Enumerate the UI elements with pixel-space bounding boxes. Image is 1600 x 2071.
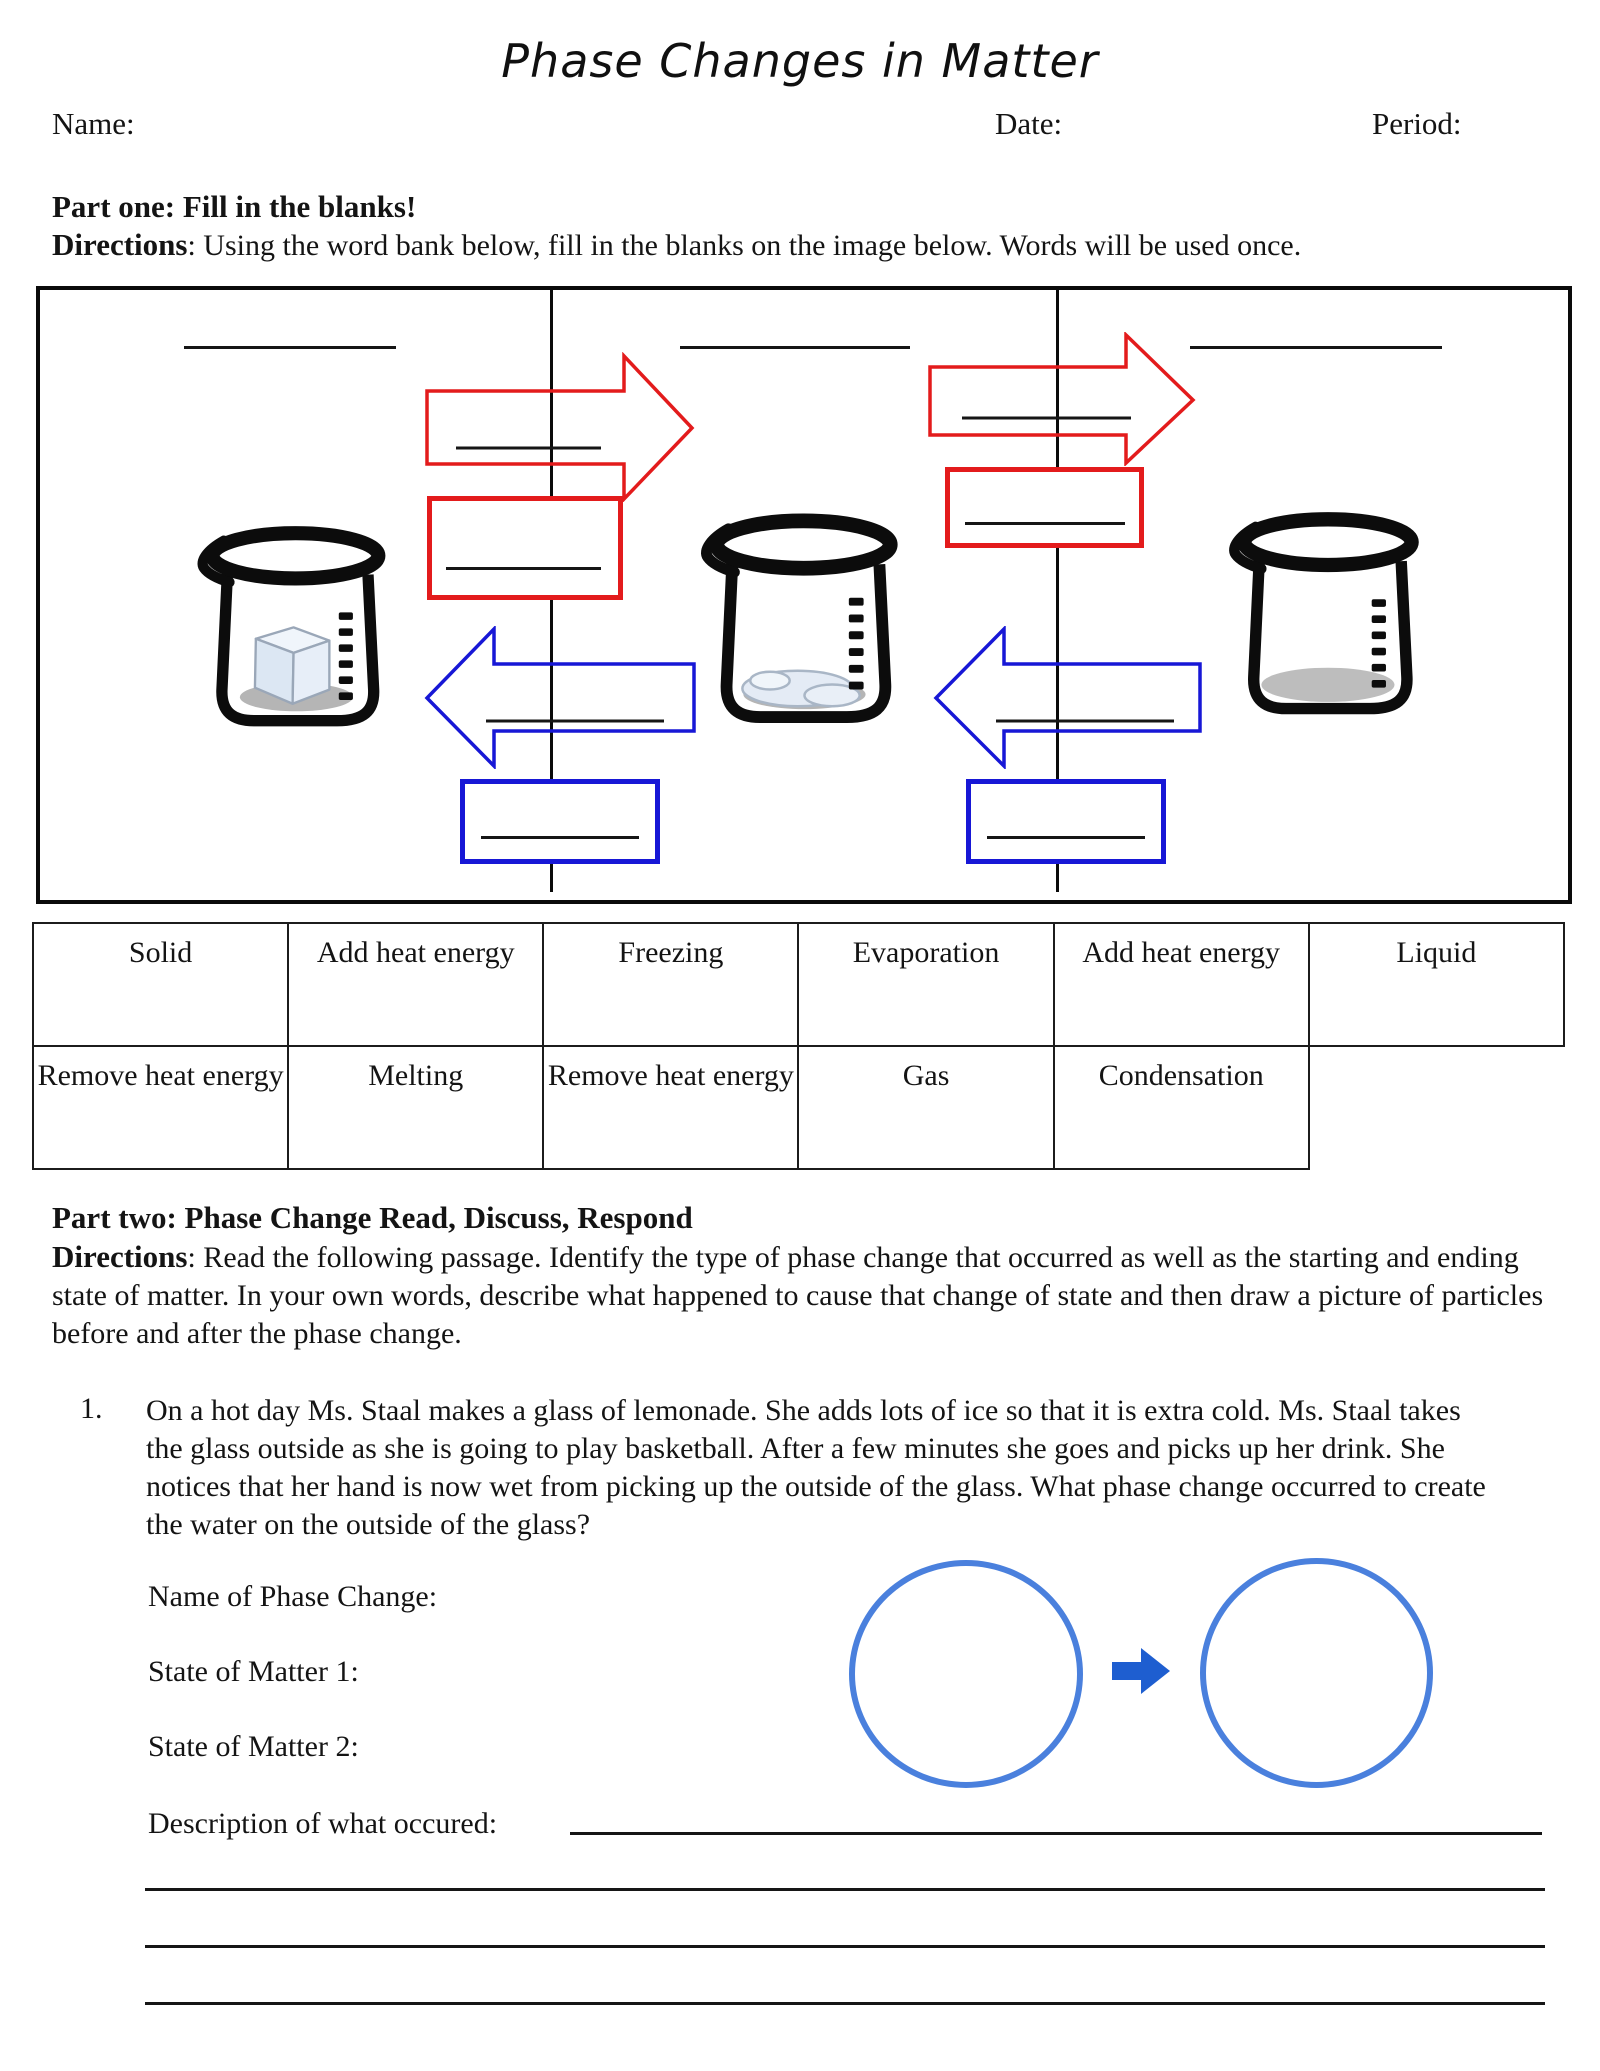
description-answer-line-3[interactable] bbox=[145, 1945, 1545, 1948]
word-bank-cell: Gas bbox=[798, 1046, 1053, 1169]
blue-box-2 bbox=[966, 779, 1166, 864]
blank-red-box-1-line[interactable] bbox=[446, 567, 601, 570]
red-box-1 bbox=[427, 496, 623, 600]
beaker-empty-gas-image bbox=[1227, 506, 1427, 720]
question-1-number: 1. bbox=[80, 1392, 103, 1425]
word-bank-row-2 bbox=[33, 1046, 1564, 1169]
part-two-directions bbox=[52, 1238, 1557, 1353]
red-box-2 bbox=[945, 467, 1144, 548]
blank-blue-box-2-line[interactable] bbox=[987, 836, 1145, 839]
part-two-directions-label: Directions bbox=[52, 1239, 188, 1274]
word-bank-cell: Remove heat energy bbox=[33, 1046, 288, 1169]
word-bank-cell: Condensation bbox=[1054, 1046, 1309, 1169]
part-one-directions-label: Directions bbox=[52, 227, 188, 262]
right-arrow-icon bbox=[1112, 1648, 1170, 1694]
phase-change-label: Name of Phase Change: bbox=[148, 1580, 438, 1613]
word-bank-row-1 bbox=[33, 923, 1564, 1046]
part-two-directions-text: : Read the following passage. Identify the type of phase change that occurred as well as the starting and ending state of matter. In your own words, describe what happened to cause that change of state and then draw a picture of particles before and after the phase change. bbox=[52, 1241, 1544, 1350]
ice-cube-icon bbox=[255, 627, 329, 703]
word-bank-cell-empty bbox=[1309, 1046, 1564, 1169]
part-one-directions-text: : Using the word bank below, fill in the blanks on the image below. Words will be used once. bbox=[187, 229, 1302, 262]
blue-box-1 bbox=[460, 779, 660, 864]
blue-arrow-left-1 bbox=[424, 626, 696, 769]
particle-circle-after[interactable] bbox=[1200, 1558, 1433, 1788]
word-bank-table bbox=[32, 922, 1565, 1170]
word-bank-cell: Remove heat energy bbox=[543, 1046, 798, 1169]
word-bank-cell: Freezing bbox=[543, 923, 798, 1046]
blue-arrow-left-2 bbox=[933, 626, 1203, 769]
beaker-liquid-image bbox=[699, 504, 906, 732]
blank-state-2-line[interactable] bbox=[680, 346, 910, 349]
word-bank-cell: Liquid bbox=[1309, 923, 1564, 1046]
state-of-matter-2-label: State of Matter 2: bbox=[148, 1730, 359, 1763]
question-1-text: On a hot day Ms. Staal makes a glass of lemonade. She adds lots of ice so that it is extra cold. Ms. Staal takes the glass outside as she is going to play basketball. After a few minutes she goes and picks up her drink. She notices that her hand is now wet from picking up the outside of the glass. What phase change occurred to create the water on the outside of the glass? bbox=[146, 1394, 1486, 1541]
date-label: Date: bbox=[995, 106, 1063, 141]
name-label: Name: bbox=[52, 106, 135, 141]
word-bank-cell: Add heat energy bbox=[288, 923, 543, 1046]
page-title: Phase Changes in Matter bbox=[501, 34, 1099, 88]
description-label: Description of what occured: bbox=[148, 1807, 498, 1840]
blank-state-1-line[interactable] bbox=[184, 346, 396, 349]
particle-circle-before[interactable] bbox=[849, 1560, 1083, 1788]
word-bank-cell: Melting bbox=[288, 1046, 543, 1169]
blank-blue-box-1-line[interactable] bbox=[481, 836, 639, 839]
phase-change-diagram bbox=[36, 286, 1572, 904]
description-answer-line-2[interactable] bbox=[145, 1888, 1545, 1891]
beaker-solid-ice-image bbox=[192, 520, 397, 732]
word-bank-cell: Evaporation bbox=[798, 923, 1053, 1046]
red-arrow-right-1 bbox=[424, 352, 696, 502]
part-one-heading: Part one: Fill in the blanks! bbox=[52, 189, 417, 224]
red-arrow-right-2 bbox=[927, 332, 1196, 466]
description-answer-line-4[interactable] bbox=[145, 2002, 1545, 2005]
state-of-matter-1-label: State of Matter 1: bbox=[148, 1655, 359, 1688]
word-bank-cell: Add heat energy bbox=[1054, 923, 1309, 1046]
part-two-heading: Part two: Phase Change Read, Discuss, Respond bbox=[52, 1200, 693, 1235]
period-label: Period: bbox=[1372, 106, 1462, 141]
part-one-directions bbox=[52, 226, 1557, 265]
blank-state-3-line[interactable] bbox=[1190, 346, 1442, 349]
word-bank-cell: Solid bbox=[33, 923, 288, 1046]
description-answer-line-1[interactable] bbox=[570, 1832, 1542, 1835]
blank-red-box-2-line[interactable] bbox=[965, 522, 1125, 525]
